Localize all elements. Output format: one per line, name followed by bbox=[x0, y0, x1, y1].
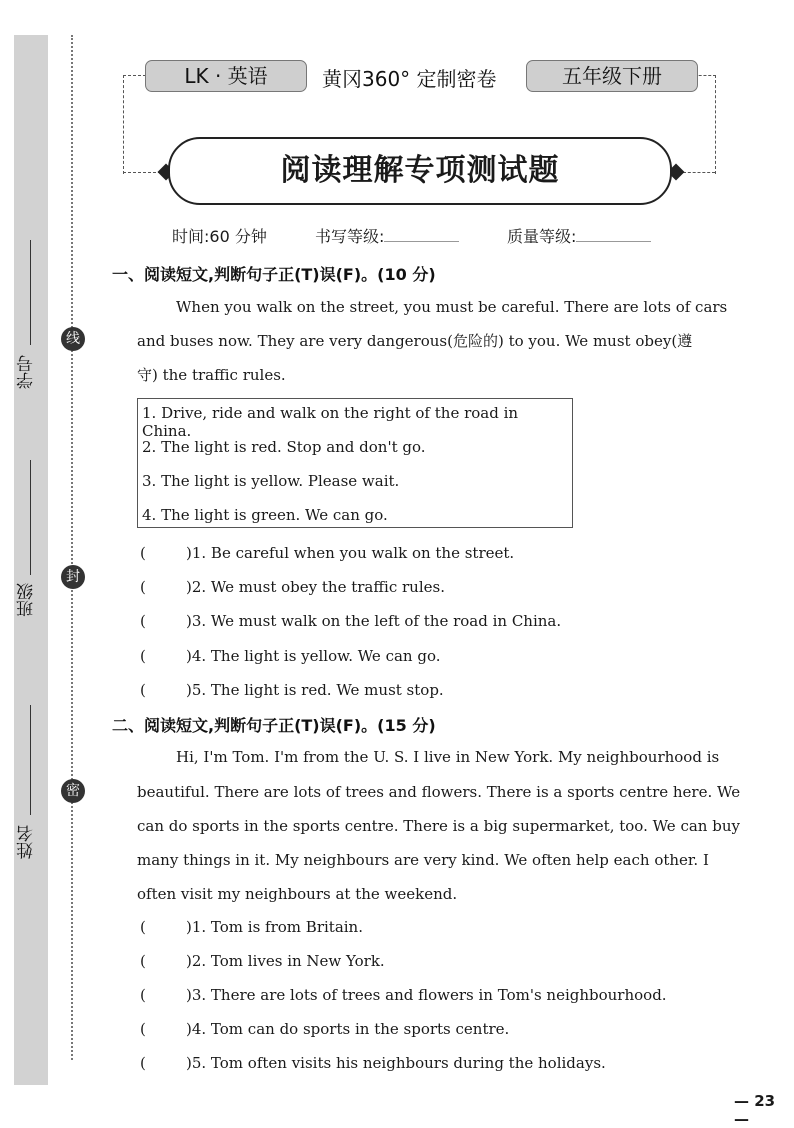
question-item: )3. We must walk on the left of the road in China. bbox=[186, 612, 562, 630]
class-label: 班级 bbox=[17, 583, 37, 617]
question-item: )2. Tom lives in New York. bbox=[186, 952, 385, 970]
quality-grade bbox=[507, 224, 651, 247]
section1-para-line: and buses now. They are very dangerous(危险的) to you. We must obey(遵 bbox=[137, 332, 693, 350]
answer-paren[interactable]: ( bbox=[140, 612, 146, 630]
writing-grade bbox=[315, 224, 459, 247]
answer-paren[interactable]: ( bbox=[140, 918, 146, 936]
seal-seal: 封 bbox=[61, 565, 85, 589]
question-item: )3. There are lots of trees and flowers in Tom's neighbourhood. bbox=[186, 986, 667, 1004]
binding-dotted-line bbox=[71, 35, 73, 1060]
answer-paren[interactable]: ( bbox=[140, 1020, 146, 1038]
page-title: 阅读理解专项测试题 bbox=[168, 137, 672, 205]
name-line bbox=[30, 705, 31, 815]
section1-para-line: 守) the traffic rules. bbox=[137, 366, 286, 384]
traffic-rules-box bbox=[137, 398, 573, 528]
section2-para-line: many things in it. My neighbours are very kind. We often help each other. I bbox=[137, 851, 709, 869]
section1-heading: 一、阅读短文,判断句子正(T)误(F)。(10 分) bbox=[112, 265, 436, 284]
section1-para-line: When you walk on the street, you must be careful. There are lots of cars bbox=[176, 298, 728, 316]
question-item: )4. Tom can do sports in the sports centre. bbox=[186, 1020, 510, 1038]
header-left-connector bbox=[123, 172, 161, 173]
quality-grade-label: 质量等级: bbox=[507, 227, 577, 246]
subject-pill: LK · 英语 bbox=[145, 60, 307, 92]
question-item: )1. Tom is from Britain. bbox=[186, 918, 363, 936]
page-number: — 23 — bbox=[734, 1092, 776, 1128]
seal-secret: 密 bbox=[61, 779, 85, 803]
section2-heading: 二、阅读短文,判断句子正(T)误(F)。(15 分) bbox=[112, 716, 436, 735]
answer-paren[interactable]: ( bbox=[140, 986, 146, 1004]
header-right-connector bbox=[683, 172, 715, 173]
header-left-bracket bbox=[123, 75, 146, 174]
rule-item: 1. Drive, ride and walk on the right of the road in China. bbox=[142, 404, 519, 440]
grade-pill: 五年级下册 bbox=[526, 60, 698, 92]
time-label: 时间:60 分钟 bbox=[172, 227, 267, 246]
answer-paren[interactable]: ( bbox=[140, 647, 146, 665]
seal-line: 线 bbox=[61, 327, 85, 351]
answer-paren[interactable]: ( bbox=[140, 681, 146, 699]
rule-item: 3. The light is yellow. Please wait. bbox=[142, 472, 400, 490]
student-id-label: 学号 bbox=[17, 355, 37, 389]
series-title: 黄冈360° 定制密卷 bbox=[322, 67, 497, 91]
section2-para-line: often visit my neighbours at the weekend. bbox=[137, 885, 458, 903]
student-id-line bbox=[30, 240, 31, 345]
writing-grade-label: 书写等级: bbox=[315, 227, 385, 246]
section2-para-line: Hi, I'm Tom. I'm from the U. S. I live in New York. My neighbourhood is bbox=[176, 748, 720, 766]
rule-item: 2. The light is red. Stop and don't go. bbox=[142, 438, 426, 456]
answer-paren[interactable]: ( bbox=[140, 952, 146, 970]
question-item: )2. We must obey the traffic rules. bbox=[186, 578, 445, 596]
rule-item: 4. The light is green. We can go. bbox=[142, 506, 388, 524]
writing-grade-blank[interactable] bbox=[384, 227, 459, 242]
question-item: )4. The light is yellow. We can go. bbox=[186, 647, 441, 665]
quality-grade-blank[interactable] bbox=[576, 227, 651, 242]
question-item: )1. Be careful when you walk on the street. bbox=[186, 544, 515, 562]
binding-strip bbox=[14, 35, 48, 1085]
section2-para-line: can do sports in the sports centre. There is a big supermarket, too. We can buy bbox=[137, 817, 740, 835]
question-item: )5. Tom often visits his neighbours during the holidays. bbox=[186, 1054, 606, 1072]
answer-paren[interactable]: ( bbox=[140, 1054, 146, 1072]
name-label: 姓名 bbox=[17, 825, 37, 859]
section2-para-line: beautiful. There are lots of trees and flowers. There is a sports centre here. We bbox=[137, 783, 741, 801]
question-item: )5. The light is red. We must stop. bbox=[186, 681, 444, 699]
answer-paren[interactable]: ( bbox=[140, 578, 146, 596]
answer-paren[interactable]: ( bbox=[140, 544, 146, 562]
class-line bbox=[30, 460, 31, 575]
